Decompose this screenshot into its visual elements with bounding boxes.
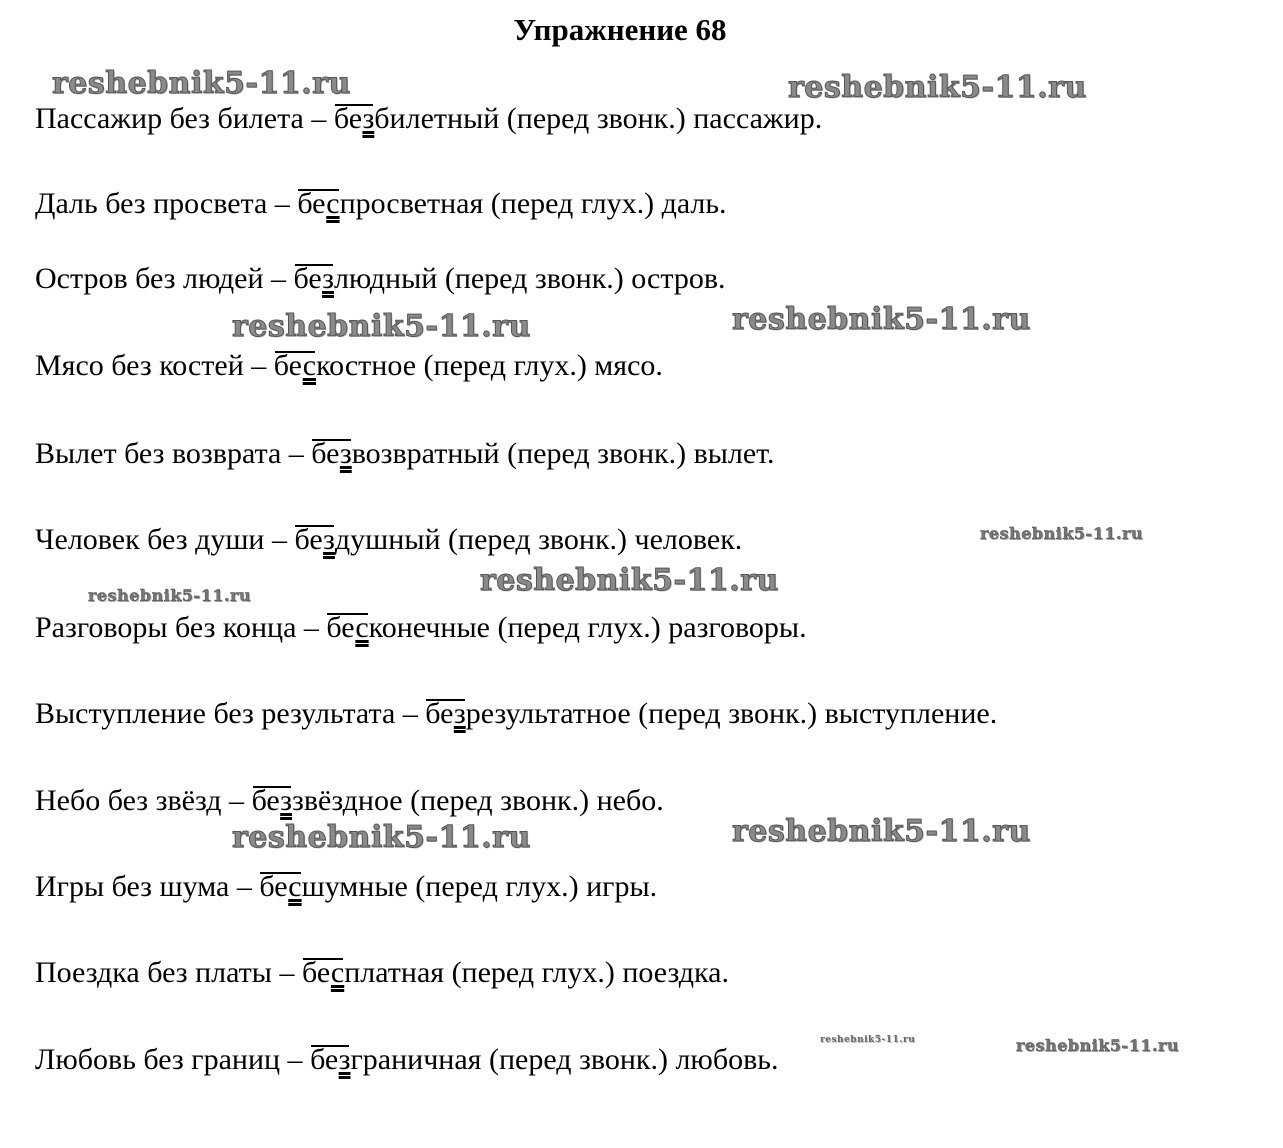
line-rest: людный (перед звонк.) остров. <box>333 262 726 295</box>
prefix-mark <box>425 697 465 731</box>
prefix-text: бе <box>301 956 331 989</box>
prefix-mark <box>294 262 334 296</box>
prefix-text: бе <box>333 102 363 135</box>
watermark: reshebnik5-11.ru <box>52 66 351 101</box>
line-phrase: Остров без людей – <box>35 262 294 295</box>
prefix-text: бе <box>297 187 327 220</box>
exercise-line <box>35 349 663 383</box>
prefix-mark <box>259 870 301 904</box>
prefix-text: бе <box>294 523 324 556</box>
prefix-letter: с <box>326 187 340 220</box>
line-rest: граничная (перед звонк.) любовь. <box>350 1043 779 1076</box>
watermark: reshebnik5-11.ru <box>232 820 531 855</box>
prefix-letter: з <box>338 1043 351 1076</box>
exercise-line <box>35 262 726 296</box>
line-rest: билетный (перед звонк.) пассажир. <box>374 102 823 135</box>
prefix-letter: з <box>322 262 334 295</box>
line-rest: душный (перед звонк.) человек. <box>334 523 743 556</box>
prefix-text: бе <box>273 349 303 382</box>
watermark: reshebnik5-11.ru <box>820 1035 916 1045</box>
prefix-letter: с <box>355 611 369 644</box>
prefix-letter: з <box>339 437 352 470</box>
prefix-text: бе <box>326 611 356 644</box>
line-phrase: Поездка без платы – <box>35 956 302 989</box>
prefix-mark <box>297 187 339 221</box>
line-phrase: Выступление без результата – <box>35 697 426 730</box>
exercise-line <box>35 611 807 645</box>
exercise-line <box>35 956 729 990</box>
line-rest: платная (перед глух.) поездка. <box>344 956 729 989</box>
line-rest: результатное (перед звонк.) выступление. <box>465 697 998 730</box>
line-phrase: Небо без звёзд – <box>35 784 252 817</box>
line-rest: конечные (перед глух.) разговоры. <box>368 611 807 644</box>
line-phrase: Человек без души – <box>35 523 295 556</box>
prefix-letter: с <box>302 349 317 382</box>
exercise-line <box>35 1043 778 1077</box>
prefix-letter: з <box>323 523 335 556</box>
prefix-text: бе <box>311 437 340 470</box>
watermark: reshebnik5-11.ru <box>980 524 1144 543</box>
watermark: reshebnik5-11.ru <box>480 563 779 598</box>
prefix-letter: с <box>330 956 345 989</box>
prefix-text: бе <box>251 784 281 817</box>
line-phrase: Мясо без костей – <box>35 349 274 382</box>
prefix-mark <box>334 102 374 136</box>
prefix-mark <box>326 611 368 645</box>
watermark: reshebnik5-11.ru <box>732 814 1031 849</box>
watermark: reshebnik5-11.ru <box>1016 1036 1180 1055</box>
exercise-line <box>35 523 742 557</box>
prefix-mark <box>294 523 334 557</box>
prefix-letter: з <box>362 102 375 135</box>
line-rest: возвратный (перед звонк.) вылет. <box>351 437 775 470</box>
line-rest: шумные (перед глух.) игры. <box>301 870 658 903</box>
watermark: reshebnik5-11.ru <box>88 586 252 605</box>
exercise-line <box>35 187 727 221</box>
watermark: reshebnik5-11.ru <box>732 302 1031 337</box>
line-phrase: Пассажир без билета – <box>35 102 334 135</box>
prefix-mark <box>274 349 316 383</box>
prefix-letter: з <box>280 784 292 817</box>
prefix-text: бе <box>425 697 454 730</box>
prefix-mark <box>302 956 344 990</box>
prefix-mark <box>252 784 292 818</box>
line-rest: просветная (перед глух.) даль. <box>339 187 727 220</box>
line-phrase: Вылет без возврата – <box>35 437 312 470</box>
line-phrase: Разговоры без конца – <box>35 611 327 644</box>
prefix-mark <box>310 1043 350 1077</box>
prefix-letter: с <box>288 870 302 903</box>
line-phrase: Любовь без границ – <box>35 1043 311 1076</box>
prefix-text: бе <box>259 870 289 903</box>
watermark: reshebnik5-11.ru <box>788 70 1087 105</box>
exercise-line <box>35 870 657 904</box>
prefix-letter: з <box>453 697 466 730</box>
line-rest: звёздное (перед звонк.) небо. <box>291 784 664 817</box>
exercise-line <box>35 697 997 731</box>
exercise-line <box>35 102 822 136</box>
line-phrase: Даль без просвета – <box>35 187 298 220</box>
watermark: reshebnik5-11.ru <box>232 309 531 344</box>
page-title: Упражнение 68 <box>513 12 727 47</box>
line-phrase: Игры без шума – <box>35 870 260 903</box>
exercise-line <box>35 437 775 471</box>
line-rest: костное (перед глух.) мясо. <box>316 349 663 382</box>
prefix-text: бе <box>293 262 323 295</box>
exercise-line <box>35 784 664 818</box>
prefix-mark <box>311 437 351 471</box>
prefix-text: бе <box>310 1043 339 1076</box>
